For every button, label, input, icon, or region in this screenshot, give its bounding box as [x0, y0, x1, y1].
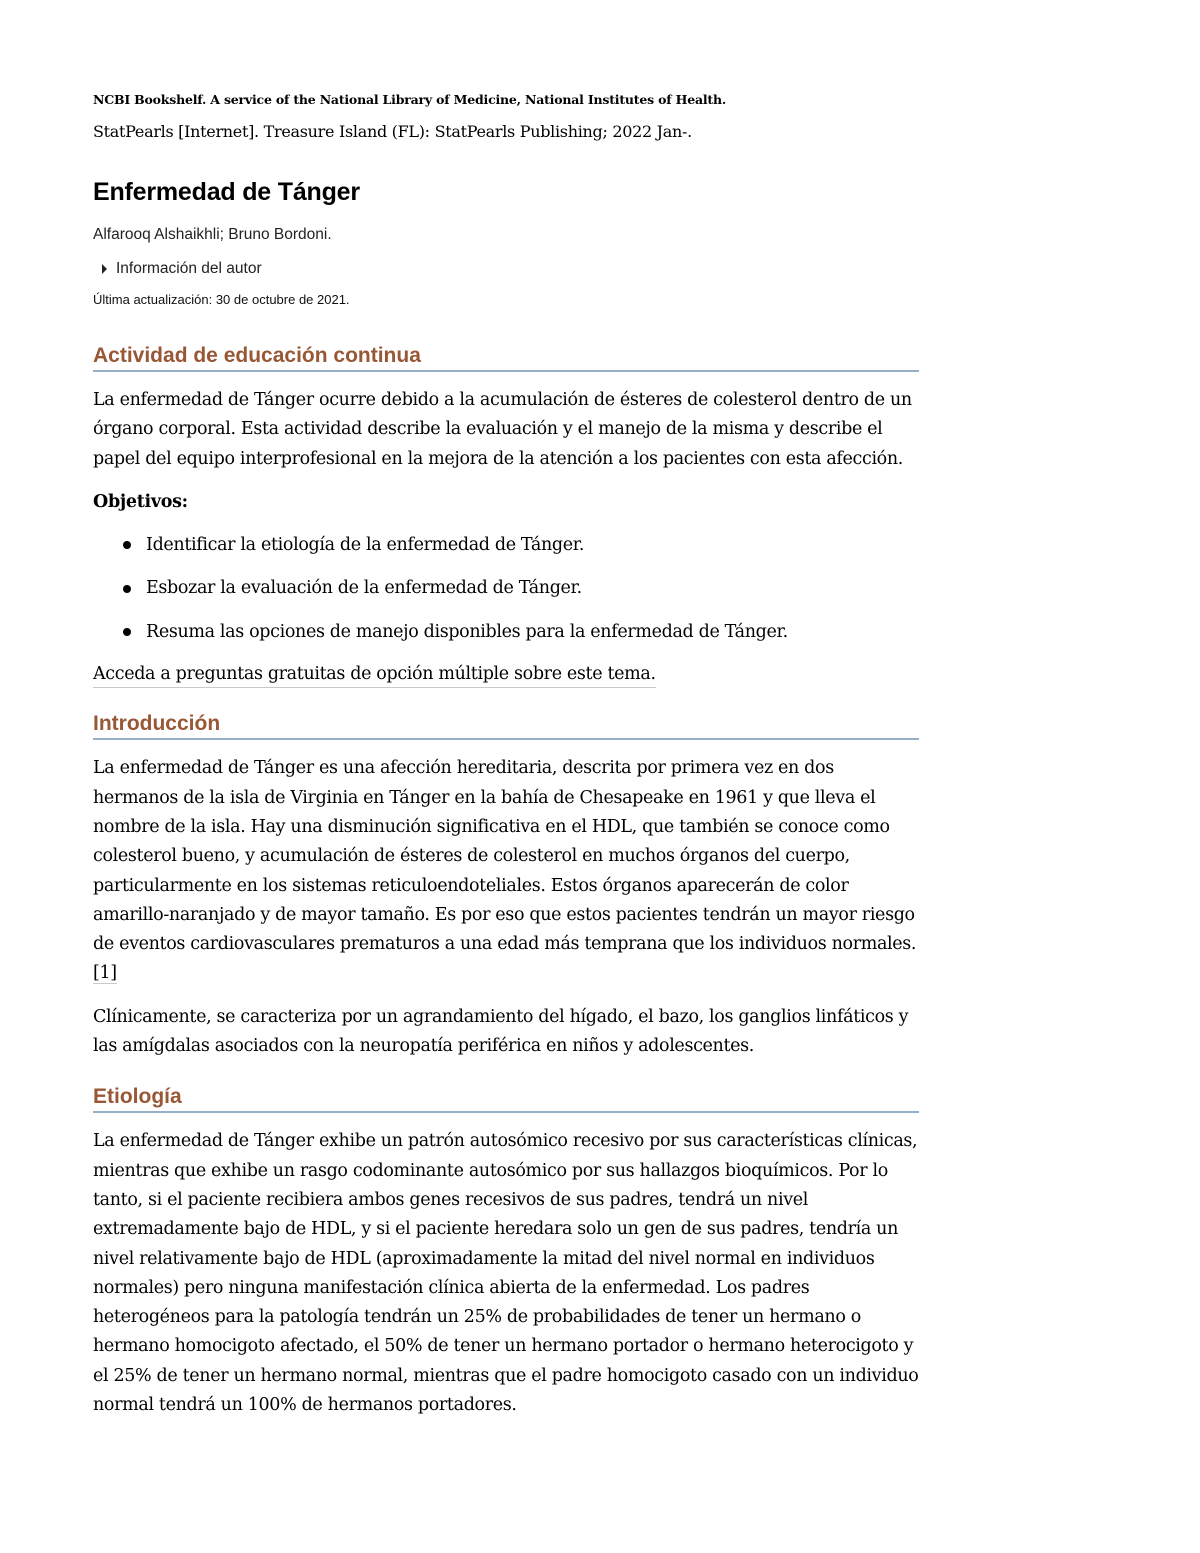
section-paragraph: La enfermedad de Tánger exhibe un patrón autosómico recesivo por sus características clínicas, mientras que exhibe un rasgo codominante autosómico por sus hallazgos bioquímicos. Por lo tanto, si el paciente recibiera ambos genes recesivos de sus padres, tendrá un nivel extremadamente bajo de HDL, y si el paciente heredara solo un gen de sus padres, tendría un nivel relativamente bajo de HDL (aproximadamente la mitad del nivel normal en individuos normales) pero ninguna manifestación clínica abierta de la enfermedad. Los padres heterogéneos para la patología tendrán un 25% de probabilidades de tener un hermano o hermano homocigoto afectado, el 50% de tener un hermano portador o hermano heterocigoto y el 25% de tener un hermano normal, mientras que el padre homocigoto casado con un individuo normal tendrá un 100% de hermanos portadores. [93, 1131, 919, 1416]
list-item: Resuma las opciones de manejo disponibles para la enfermedad de Tánger. [93, 618, 919, 647]
section-heading-etiology: Etiología [93, 1083, 919, 1113]
source-citation: StatPearls [Internet]. Treasure Island (FL): StatPearls Publishing; 2022 Jan-. [93, 122, 692, 141]
list-item: Identificar la etiología de la enfermedad de Tánger. [93, 531, 919, 560]
author-info-label: Información del autor [116, 260, 262, 277]
section-heading-continuing-education: Actividad de educación continua [93, 342, 919, 372]
section-paragraph: La enfermedad de Tánger ocurre debido a la acumulación de ésteres de colesterol dentro de un órgano corporal. Esta actividad describe la evaluación y el manejo de la misma y describe el papel del equipo interprofesional en la mejora de la atención a los pacientes con esta afección. [93, 390, 912, 469]
section-heading-introduction: Introducción [93, 710, 919, 740]
list-item: Esbozar la evaluación de la enfermedad de Tánger. [93, 574, 919, 603]
ncbi-bookshelf-line: NCBI Bookshelf. A service of the National Library of Medicine, National Institutes of Health. [93, 92, 727, 107]
last-updated: Última actualización: 30 de octubre de 2021. [93, 292, 350, 307]
caret-right-icon [102, 264, 107, 274]
section-paragraph: Clínicamente, se caracteriza por un agrandamiento del hígado, el bazo, los ganglios linfáticos y las amígdalas asociados con la neuropatía periférica en niños y adolescentes. [93, 1006, 909, 1057]
bullet-icon [123, 541, 131, 549]
quiz-link[interactable]: Acceda a preguntas gratuitas de opción múltiple sobre este tema. [93, 661, 656, 688]
bullet-icon [123, 628, 131, 636]
objectives-label: Objetivos: [93, 491, 188, 512]
bullet-icon [123, 585, 131, 593]
page-title: Enfermedad de Tánger [93, 178, 360, 206]
document-page [93, 88, 919, 1420]
reference-link[interactable]: [1] [93, 963, 117, 984]
author-info-toggle[interactable] [93, 258, 919, 280]
section-paragraph: La enfermedad de Tánger es una afección hereditaria, descrita por primera vez en dos hermanos de la isla de Virginia en Tánger en la bahía de Chesapeake en 1961 y que lleva el nombre de la isla. Hay una disminución significativa en el HDL, que también se conoce como colesterol bueno, y acumulación de ésteres de colesterol en muchos órganos del cuerpo, particularmente en los sistemas reticuloendoteliales. Estos órganos aparecerán de color amarillo-naranjado y de mayor tamaño. Es por eso que estos pacientes tendrán un mayor riesgo de eventos cardiovasculares prematuros a una edad más temprana que los individuos normales.[1] [93, 758, 917, 984]
authors: Alfarooq Alshaikhli; Bruno Bordoni. [93, 226, 332, 243]
objectives-list [93, 531, 919, 647]
